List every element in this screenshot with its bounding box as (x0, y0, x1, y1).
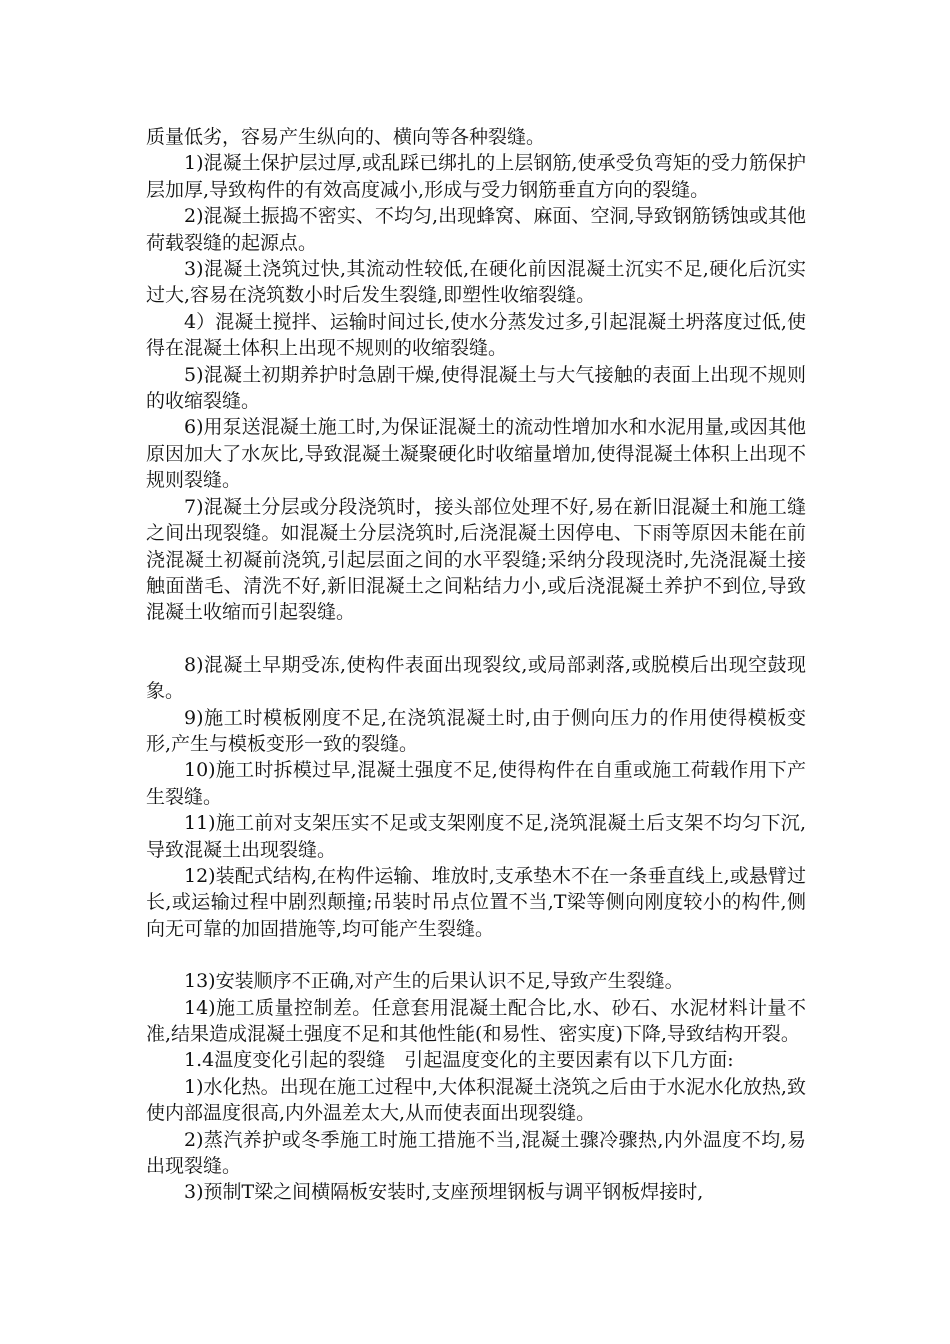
paragraph-2: 2)混凝土振捣不密实、不均匀,出现蜂窝、麻面、空洞,导致钢筋锈蚀或其他荷载裂缝的起源点。 (146, 205, 806, 254)
paragraph-17: 2)蒸汽养护或冬季施工时施工措施不当,混凝土骤冷骤热,内外温度不均,易出现裂缝。 (146, 1128, 806, 1178)
paragraph-15: 1.4温度变化引起的裂缝 引起温度变化的主要因素有以下几方面: (184, 1049, 734, 1072)
paragraph-8: 8)混凝土早期受冻,使构件表面出现裂纹,或局部剥落,或脱模后出现空鼓现象。 (146, 653, 806, 703)
paragraph-11: 11)施工前对支架压实不足或支架刚度不足,浇筑混凝土后支架不均匀下沉,导致混凝土出现裂缝。 (146, 812, 806, 861)
paragraph-7: 7)混凝土分层或分段浇筑时，接头部位处理不好,易在新旧混凝土和施工缝之间出现裂缝。如混凝土分层浇筑时,后浇混凝土因停电、下雨等原因未能在前浇混凝土初凝前浇筑,引起层面之间的水平裂缝;采纳分段现浇时,先浇混凝土接触面凿毛、清洗不好,新旧混凝土之间粘结力小,或后浇混凝土养护不到位,导致混凝土收缩而引起裂缝。 (146, 495, 806, 624)
paragraph-9: 9)施工时模板刚度不足,在浇筑混凝土时,由于侧向压力的作用使得模板变形,产生与模板变形一致的裂缝。 (146, 706, 806, 755)
paragraph-gap (146, 942, 806, 968)
paragraph-13: 13)安装顺序不正确,对产生的后果认识不足,导致产生裂缝。 (184, 970, 684, 993)
paragraph-6: 6)用泵送混凝土施工时,为保证混凝土的流动性增加水和水泥用量,或因其他原因加大了水灰比,导致混凝土凝聚硬化时收缩量增加,使得混凝土体积上出现不规则裂缝。 (146, 416, 806, 492)
paragraph-1: 1)混凝土保护层过厚,或乱踩已绑扎的上层钢筋,使承受负弯矩的受力筋保护层加厚,导致构件的有效高度减小,形成与受力钢筋垂直方向的裂缝。 (146, 152, 806, 201)
paragraph-12: 12)装配式结构,在构件运输、堆放时,支承垫木不在一条垂直线上,或悬臂过长,或运输过程中剧烈颠撞;吊装时吊点位置不当,T梁等侧向刚度较小的构件,侧向无可靠的加固措施等,均可能产生裂缝。 (146, 864, 806, 940)
paragraph-gap (146, 626, 806, 652)
paragraph-5: 5)混凝土初期养护时急剧干燥,使得混凝土与大气接触的表面上出现不规则的收缩裂缝。 (146, 363, 806, 413)
paragraph-18: 3)预制T梁之间横隔板安装时,支座预埋钢板与调平钢板焊接时, (184, 1181, 704, 1204)
paragraph-0: 质量低劣，容易产生纵向的、横向等各种裂缝。 (146, 126, 546, 148)
paragraph-14: 14)施工质量控制差。任意套用混凝土配合比,水、砂石、水泥材料计量不准,结果造成混凝土强度不足和其他性能(和易性、密实度)下降,导致结构开裂。 (146, 996, 806, 1045)
paragraph-10: 10)施工时拆模过早,混凝土强度不足,使得构件在自重或施工荷载作用下产生裂缝。 (146, 759, 806, 808)
paragraph-3: 3)混凝土浇筑过快,其流动性较低,在硬化前因混凝土沉实不足,硬化后沉实过大,容易在浇筑数小时后发生裂缝,即塑性收缩裂缝。 (146, 258, 806, 307)
paragraph-4: 4）混凝土搅拌、运输时间过长,使水分蒸发过多,引起混凝土坍落度过低,使得在混凝土体积上出现不规则的收缩裂缝。 (146, 310, 806, 360)
document-body (146, 124, 806, 1206)
paragraph-16: 1)水化热。出现在施工过程中,大体积混凝土浇筑之后由于水泥水化放热,致使内部温度很高,内外温差太大,从而使表面出现裂缝。 (146, 1075, 806, 1125)
